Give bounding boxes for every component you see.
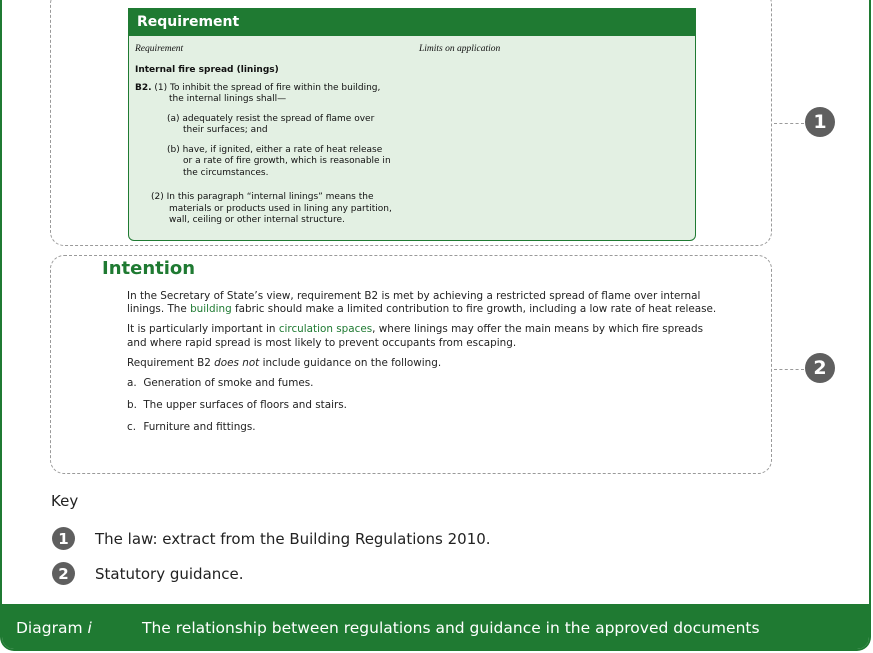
para-2-line-2: materials or products used in lining any partition, (169, 204, 392, 214)
key-heading: Key (51, 492, 79, 510)
intention-heading: Intention (102, 258, 196, 279)
col-requirement-label: Requirement (135, 44, 184, 54)
para2-text-a: It is particularly important in (127, 323, 279, 336)
intention-body (127, 290, 717, 444)
intention-para-2 (127, 323, 717, 349)
item-a-line-2: their surfaces; and (183, 125, 268, 135)
list-item (127, 377, 717, 390)
section-title: Internal fire spread (linings) (135, 65, 279, 75)
key-item-2 (52, 562, 244, 585)
caption-text: The relationship between regulations and guidance in the approved documents (142, 618, 760, 637)
key-item-1 (52, 527, 491, 550)
caption-bar (2, 604, 871, 651)
para3-emphasis: does not (214, 356, 260, 369)
list-text: Generation of smoke and fumes. (143, 377, 314, 390)
b2-line-1 (135, 83, 380, 95)
col-limits-label: Limits on application (419, 44, 501, 54)
column-labels (135, 44, 689, 56)
requirement-panel (128, 8, 696, 241)
number-two-badge: 2 (805, 353, 835, 383)
para3-text-b: include guidance on the following. (259, 356, 442, 369)
para1-text-b: fabric should make a limited contribution to fire growth, including a low rate of heat release. (231, 303, 717, 316)
para3-text-a: Requirement B2 (127, 356, 215, 369)
para2-text-b: , where linings may offer the main means by which fire spreads and where rapid spread is most likely to prevent occupants from escaping. (127, 323, 704, 349)
item-a-line-1: (a) adequately resist the spread of flame over (167, 114, 375, 124)
diagram-number: i (87, 618, 92, 637)
list-marker: a. (127, 377, 137, 390)
list-item (127, 421, 717, 434)
list-text: The upper surfaces of floors and stairs. (143, 399, 347, 412)
list-marker: b. (127, 399, 137, 412)
item-b-line-3: the circumstances. (183, 168, 269, 178)
key-item-1-label: The law: extract from the Building Regulations 2010. (95, 529, 491, 548)
diagram-label (16, 619, 142, 637)
guidance-connector (774, 369, 804, 370)
para-2-line-1: (2) In this paragraph “internal linings” means the (151, 192, 374, 202)
circulation-spaces-link[interactable]: circulation spaces (278, 323, 373, 336)
list-marker: c. (127, 421, 137, 434)
number-two-badge: 2 (52, 562, 75, 585)
b2-label: B2. (135, 83, 152, 93)
list-item (127, 399, 717, 412)
b2-text-1: (1) To inhibit the spread of fire within the building, (154, 83, 381, 93)
list-text: Furniture and fittings. (143, 421, 256, 434)
building-link[interactable]: building (190, 303, 232, 316)
number-one-badge: 1 (805, 107, 835, 137)
number-one-badge: 1 (52, 527, 75, 550)
item-b-line-1: (b) have, if ignited, either a rate of heat release (167, 145, 383, 155)
diagram-label-prefix: Diagram (16, 618, 88, 637)
law-connector (774, 123, 804, 124)
item-b-line-2: or a rate of fire growth, which is reasonable in (183, 156, 391, 166)
b2-line-2: the internal linings shall— (169, 94, 287, 104)
requirement-heading: Requirement (129, 9, 695, 36)
para-2-line-3: wall, ceiling or other internal structure. (169, 215, 345, 225)
key-item-2-label: Statutory guidance. (95, 564, 244, 583)
para1-text-a: In the Secretary of State’s view, requirement B2 is met by achieving a restricted spread of flame over internal linings. The (127, 290, 701, 316)
intention-para-3 (127, 357, 717, 370)
intention-para-1 (127, 290, 717, 316)
